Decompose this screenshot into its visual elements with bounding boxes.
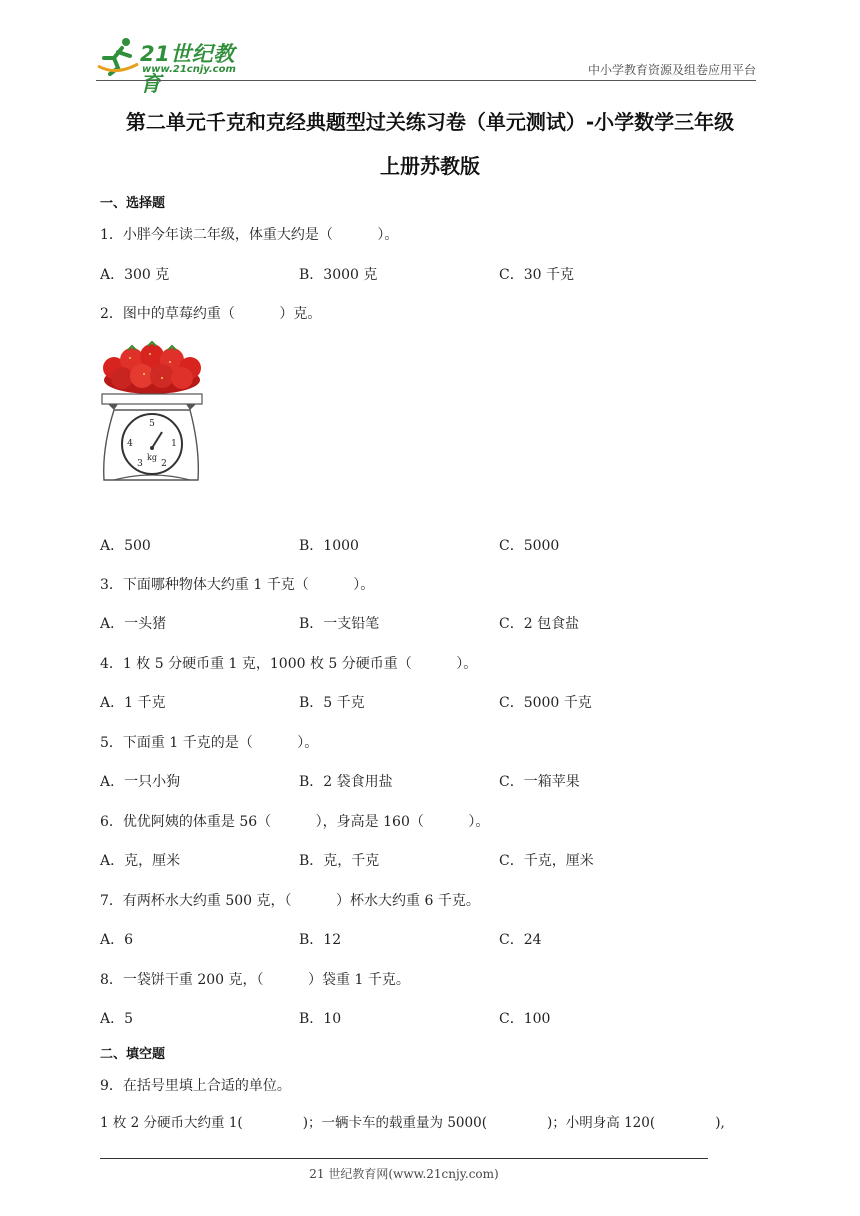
q3-option-b: B．一支铅笔 [299,616,380,632]
question-6: 6．优优阿姨的体重是 56（ ），身高是 160（ ）。 [100,814,490,830]
q6-option-b: B．克，千克 [299,853,380,869]
q2-option-b: B．1000 [299,538,359,554]
dial-number-1: 1 [171,439,177,449]
q5-option-b: B．2 袋食用盐 [299,774,393,790]
q1-option-a: A．300 克 [100,267,170,283]
logo-url: www.21cnjy.com [142,64,236,75]
site-logo [96,36,256,96]
q6-option-a: A．克，厘米 [100,853,181,869]
q4-option-c: C．5000 千克 [499,695,592,711]
dial-unit-label: kg [147,453,157,462]
question-1: 1．小胖今年读二年级，体重大约是（ ）。 [100,227,399,243]
question-9-line: 1 枚 2 分硬币大约重 1( )；一辆卡车的载重量为 5000( )；小明身高 120( ), [100,1115,725,1131]
q5-option-c: C．一箱苹果 [499,774,580,790]
strawberry-scale-figure [100,338,204,488]
platform-name: 中小学教育资源及组卷应用平台 [587,63,756,77]
q8-option-c: C．100 [499,1011,551,1027]
q3-option-a: A．一头猪 [100,616,167,632]
dial-number-5: 5 [149,419,155,429]
q2-option-a: A．500 [100,538,151,554]
question-2: 2．图中的草莓约重（ ）克。 [100,306,322,322]
dial-number-4: 4 [127,439,133,449]
q4-option-a: A．1 千克 [100,695,166,711]
question-8: 8．一袋饼干重 200 克，（ ）袋重 1 千克。 [100,972,410,988]
q7-option-b: B．12 [299,932,342,948]
section-choice: 一、选择题 [100,196,166,211]
q6-option-c: C．千克，厘米 [499,853,594,869]
strawberries-icon [103,342,201,394]
question-9: 9．在括号里填上合适的单位。 [100,1078,291,1094]
q1-option-b: B．3000 克 [299,267,378,283]
q8-option-b: B．10 [299,1011,342,1027]
q8-option-a: A．5 [100,1011,134,1027]
question-3: 3．下面哪种物体大约重 1 千克（ ）。 [100,577,375,593]
q1-option-c: C．30 千克 [499,267,574,283]
q5-option-a: A．一只小狗 [100,774,181,790]
question-5: 5．下面重 1 千克的是（ ）。 [100,735,319,751]
title-line-1: 第二单元千克和克经典题型过关练习卷（单元测试）-小学数学三年级 [125,110,735,134]
q7-option-c: C．24 [499,932,542,948]
q2-option-c: C．5000 [499,538,560,554]
question-4: 4．1 枚 5 分硬币重 1 克，1000 枚 5 分硬币重（ ）。 [100,656,478,672]
logo-text: 21世纪教育 [140,42,235,96]
q7-option-a: A．6 [100,932,134,948]
q3-option-c: C．2 包食盐 [499,616,580,632]
question-7: 7．有两杯水大约重 500 克，（ ）杯水大约重 6 千克。 [100,893,480,909]
dial-number-2: 2 [161,459,167,469]
header-divider [96,80,756,81]
dial-number-3: 3 [137,459,143,469]
footer-divider [100,1158,708,1159]
title-line-2: 上册苏教版 [380,154,480,178]
footer-text: 21 世纪教育网(www.21cnjy.com) [309,1167,499,1181]
scale-icon [100,338,204,488]
q4-option-b: B．5 千克 [299,695,365,711]
runner-logo-icon [96,36,140,76]
section-fill: 二、填空题 [100,1047,166,1062]
